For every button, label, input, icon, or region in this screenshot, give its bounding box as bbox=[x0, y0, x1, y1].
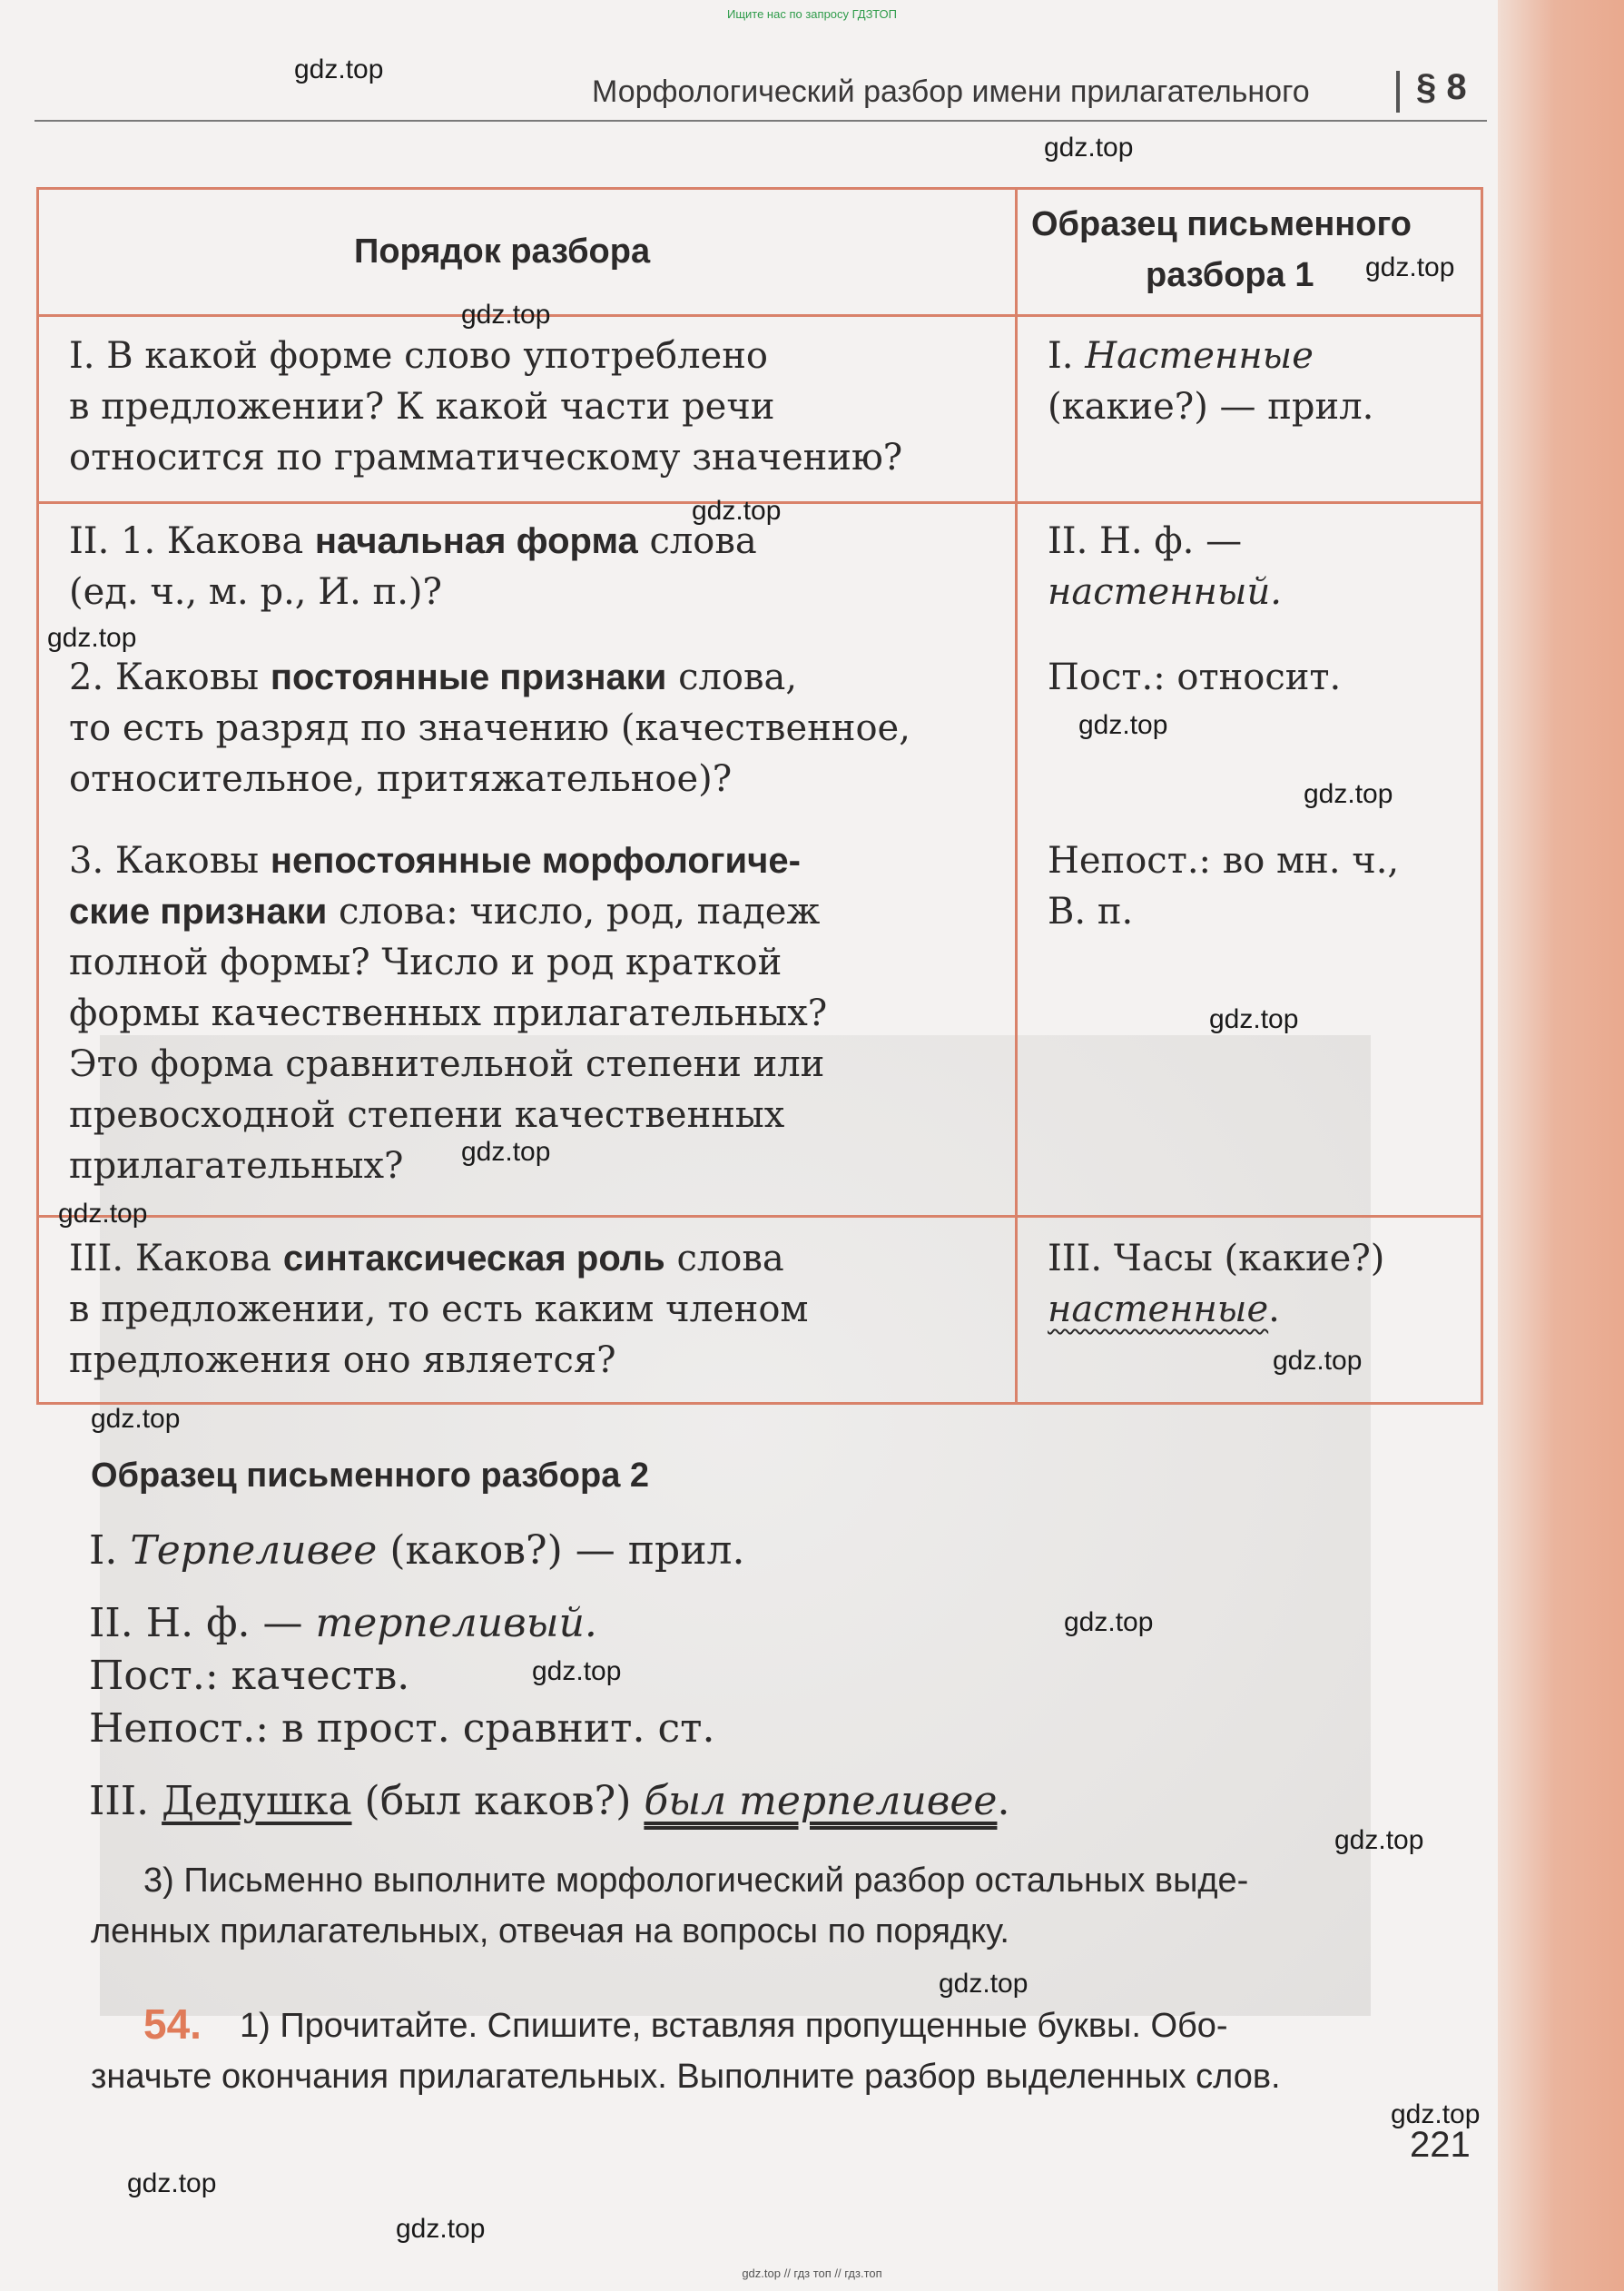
row2-q3-line6: превосходной степени качественных bbox=[69, 1094, 785, 1136]
table-row-divider bbox=[36, 1215, 1483, 1218]
table-border-right bbox=[1481, 187, 1483, 1405]
exercise54-line1: 1) Прочитайте. Спишите, вставляя пропущенные буквы. Обо- bbox=[240, 2007, 1228, 2045]
row3-question-line3: предложения оно является? bbox=[69, 1339, 616, 1381]
column-header-order: Порядок разбора bbox=[354, 232, 651, 271]
row1-question-line2: в предложении? К какой части речи bbox=[69, 386, 775, 428]
watermark: gdz.top bbox=[532, 1656, 622, 1686]
row2-q3-line7: прилагательных? bbox=[69, 1145, 404, 1187]
sample2-line2: II. Н. ф. — терпеливый. bbox=[89, 1600, 597, 1646]
header-separator bbox=[1396, 71, 1400, 113]
row2-q3-line5: Это форма сравнительной степени или bbox=[69, 1043, 825, 1085]
task3-line2: ленных прилагательных, отвечая на вопросы по порядку. bbox=[91, 1912, 1009, 1950]
watermark: gdz.top bbox=[939, 1969, 1029, 1999]
row1-answer-line1: I. Настенные bbox=[1048, 335, 1314, 377]
row3-answer-line2: настенные. bbox=[1048, 1289, 1280, 1330]
table-border-top bbox=[36, 187, 1483, 190]
watermark: gdz.top bbox=[1391, 2099, 1481, 2129]
watermark: gdz.top bbox=[294, 54, 384, 84]
table-border-bottom bbox=[36, 1402, 1483, 1405]
bottom-note: gdz.top // гдз топ // гдз.топ bbox=[742, 2266, 882, 2280]
watermark: gdz.top bbox=[1334, 1825, 1424, 1855]
sample2-title: Образец письменного разбора 2 bbox=[91, 1457, 650, 1495]
watermark: gdz.top bbox=[692, 496, 782, 526]
row2-q1-line2: (ед. ч., м. р., И. п.)? bbox=[69, 571, 442, 613]
row3-answer-line1: III. Часы (какие?) bbox=[1048, 1238, 1385, 1279]
row2-q2-line2: то есть разряд по значению (качественное, bbox=[69, 707, 910, 749]
watermark: gdz.top bbox=[58, 1199, 148, 1229]
row1-answer-line2: (какие?) — прил. bbox=[1048, 386, 1374, 428]
row3-question-line1: III. Какова синтаксическая роль слова bbox=[69, 1238, 784, 1279]
column-header-sample-line2: разбора 1 bbox=[1146, 256, 1314, 294]
sample2-line3: Пост.: качеств. bbox=[89, 1653, 410, 1699]
table-border-left bbox=[36, 187, 39, 1405]
header-rule bbox=[34, 120, 1487, 122]
row1-question-line3: относится по грамматическому значению? bbox=[69, 437, 903, 479]
running-header-title: Морфологический разбор имени прилагательного bbox=[592, 74, 1310, 109]
row2-q2-line1: 2. Каковы постоянные признаки слова, bbox=[69, 657, 798, 698]
page-number: 221 bbox=[1410, 2125, 1471, 2165]
task3-line1: 3) Письменно выполните морфологический разбор остальных выде- bbox=[143, 1861, 1249, 1900]
row1-question-line1: I. В какой форме слово употреблено bbox=[69, 335, 768, 377]
row2-a2: Пост.: относит. bbox=[1048, 657, 1342, 698]
watermark: gdz.top bbox=[1273, 1346, 1363, 1376]
watermark: gdz.top bbox=[461, 300, 551, 330]
row2-q3-line4: формы качественных прилагательных? bbox=[69, 992, 828, 1034]
watermark: gdz.top bbox=[47, 623, 137, 653]
sample2-line4: Непост.: в прост. сравнит. ст. bbox=[89, 1705, 715, 1752]
row2-q3-line1: 3. Каковы непостоянные морфологиче- bbox=[69, 840, 801, 882]
watermark: gdz.top bbox=[1044, 133, 1134, 163]
watermark: gdz.top bbox=[1209, 1004, 1299, 1034]
row2-q2-line3: относительное, притяжательное)? bbox=[69, 758, 733, 800]
watermark: gdz.top bbox=[91, 1404, 181, 1434]
row2-q3-line3: полной формы? Число и род краткой bbox=[69, 942, 782, 983]
watermark: gdz.top bbox=[396, 2214, 486, 2244]
sample2-line5: III. Дедушка (был каков?) был терпеливее. bbox=[89, 1778, 1010, 1824]
row2-a3-line1: Непост.: во мн. ч., bbox=[1048, 840, 1400, 882]
row2-a3-line2: В. п. bbox=[1048, 891, 1134, 933]
section-number: § 8 bbox=[1416, 67, 1467, 107]
row2-q1-line1: II. 1. Какова начальная форма слова bbox=[69, 520, 757, 562]
page-edge-shade bbox=[1498, 0, 1624, 2291]
watermark: gdz.top bbox=[1078, 710, 1168, 740]
watermark: gdz.top bbox=[127, 2168, 217, 2198]
top-note: Ищите нас по запросу ГДЗТОП bbox=[726, 7, 897, 21]
watermark: gdz.top bbox=[1064, 1607, 1154, 1637]
watermark: gdz.top bbox=[1365, 252, 1455, 282]
sample2-line1: I. Терпеливее (каков?) — прил. bbox=[89, 1527, 745, 1574]
row2-q3-line2: ские признаки слова: число, род, падеж bbox=[69, 891, 821, 933]
table-row-divider bbox=[36, 314, 1483, 317]
row3-question-line2: в предложении, то есть каким членом bbox=[69, 1289, 809, 1330]
exercise-number: 54. bbox=[143, 2000, 202, 2048]
column-header-sample-line1: Образец письменного bbox=[1031, 205, 1412, 243]
row2-a1-line2: настенный. bbox=[1048, 571, 1282, 613]
row2-a1-line1: II. Н. ф. — bbox=[1048, 520, 1243, 562]
watermark: gdz.top bbox=[461, 1137, 551, 1167]
table-column-divider bbox=[1015, 187, 1018, 1405]
watermark: gdz.top bbox=[1304, 779, 1393, 809]
exercise54-line2: значьте окончания прилагательных. Выполните разбор выделенных слов. bbox=[91, 2058, 1281, 2096]
